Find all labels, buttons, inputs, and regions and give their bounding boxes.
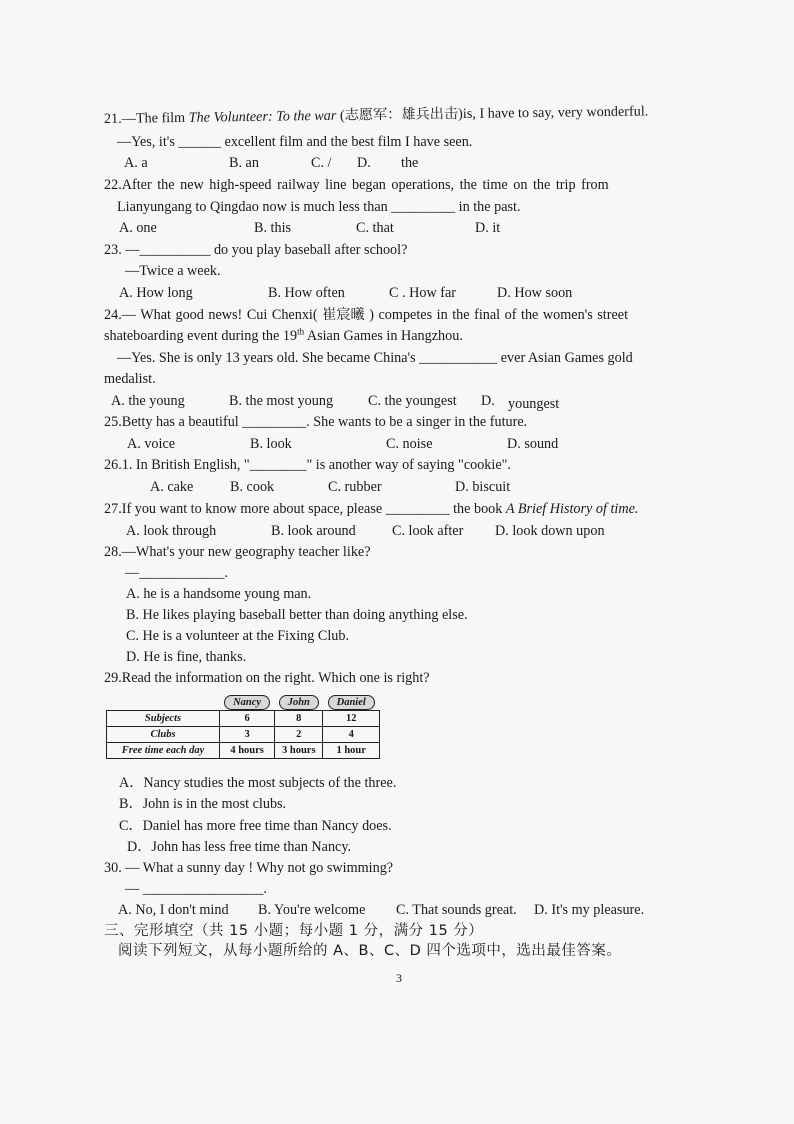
q21-option-a[interactable]: A. a	[124, 155, 148, 171]
page-number: 3	[396, 971, 402, 985]
q29-stem: 29.Read the information on the right. Which one is right?	[104, 670, 430, 686]
table-cell: 3 hours	[275, 743, 323, 759]
q22-stem: 22.After the new high-speed railway line began operations, the time on the trip from	[104, 177, 609, 193]
table-row-label: Subjects	[107, 711, 220, 727]
q25-stem: 25.Betty has a beautiful _________. She wants to be a singer in the future.	[104, 414, 528, 430]
q24-option-a[interactable]: A. the young	[111, 393, 185, 409]
q24-stem-2a: shateboarding event during the 19	[104, 328, 298, 344]
q21-stem-b: (志愿军：雄兵出击)is, I have to say, very wonderful.	[336, 103, 649, 124]
q24-reply-2: medalist.	[104, 371, 156, 387]
q24-stem-2b: Asian Games in Hangzhou.	[304, 328, 463, 344]
q28-option-d[interactable]: D. He is fine, thanks.	[126, 649, 247, 665]
table-cell: 6	[220, 711, 275, 727]
q30-stem: 30. — What a sunny day ! Why not go swimming?	[104, 860, 394, 876]
q30-option-c[interactable]: C. That sounds great.	[396, 902, 517, 918]
q23-option-a[interactable]: A. How long	[119, 285, 193, 301]
q27-option-c[interactable]: C. look after	[392, 523, 464, 539]
table-row-label: Free time each day	[107, 743, 220, 759]
q24-stem-2	[104, 327, 463, 345]
q21-stem-a: 21.—The film	[103, 109, 189, 127]
q23-option-c[interactable]: C . How far	[389, 285, 456, 301]
table-header-nancy: Nancy	[224, 695, 270, 710]
table-cell: 1 hour	[323, 743, 380, 759]
q25-option-d[interactable]: D. sound	[507, 436, 559, 452]
q24-option-b[interactable]: B. the most young	[229, 393, 334, 409]
table-header-daniel: Daniel	[328, 695, 375, 710]
q28-stem: 28.—What's your new geography teacher like?	[104, 544, 371, 560]
q29-option-b[interactable]: B．John is in the most clubs.	[119, 796, 287, 812]
q21-reply: —Yes, it's ______ excellent film and the best film I have seen.	[117, 134, 473, 150]
q25-option-b[interactable]: B. look	[250, 436, 292, 452]
q27-option-d[interactable]: D. look down upon	[495, 523, 605, 539]
q26-option-a[interactable]: A. cake	[150, 479, 194, 495]
q21-stem	[104, 102, 649, 128]
q25-option-c[interactable]: C. noise	[386, 436, 433, 452]
q24-reply: —Yes. She is only 13 years old. She became China's ___________ ever Asian Games gold	[117, 350, 633, 366]
q23-option-b[interactable]: B. How often	[268, 285, 345, 301]
table-cell: 3	[220, 727, 275, 743]
q26-option-d[interactable]: D. biscuit	[455, 479, 511, 495]
q28-reply: —____________.	[125, 565, 228, 581]
q28-option-a[interactable]: A. he is a handsome young man.	[126, 586, 312, 602]
table-cell: 12	[323, 711, 380, 727]
q27-option-a[interactable]: A. look through	[126, 523, 217, 539]
q24-stem: 24.— What good news! Cui Chenxi( 崔宸曦 ) competes in the final of the women's street	[104, 307, 629, 323]
q22-option-a[interactable]: A. one	[119, 220, 157, 236]
q24-option-c[interactable]: C. the youngest	[368, 393, 457, 409]
q22-option-c[interactable]: C. that	[356, 220, 394, 236]
q28-option-b[interactable]: B. He likes playing baseball better than doing anything else.	[126, 607, 468, 623]
q29-option-a[interactable]: A．Nancy studies the most subjects of the three.	[119, 775, 397, 791]
q22-option-d[interactable]: D. it	[475, 220, 501, 236]
q24-option-d-text: youngest	[508, 396, 560, 412]
q27-book-title: A Brief History of time.	[505, 501, 639, 517]
section-instruction: 阅读下列短文，从每小题所给的 A、B、C、D 四个选项中，选出最佳答案。	[118, 943, 622, 959]
table-cell: 4	[323, 727, 380, 743]
table-cell: 2	[275, 727, 323, 743]
table-cell: 4 hours	[220, 743, 275, 759]
q25-option-a[interactable]: A. voice	[127, 436, 176, 452]
section-heading: 三、完形填空（共 15 小题；每小题 1 分，满分 15 分）	[104, 923, 484, 939]
q21-option-b[interactable]: B. an	[229, 155, 259, 171]
q26-option-c[interactable]: C. rubber	[328, 479, 382, 495]
q27-option-b[interactable]: B. look around	[271, 523, 356, 539]
q23-reply: —Twice a week.	[125, 263, 221, 279]
q23-stem: 23. —__________ do you play baseball after school?	[104, 242, 408, 258]
q29-info-table	[106, 694, 380, 762]
q24-option-d[interactable]: D.	[481, 393, 495, 409]
table-row-label: Clubs	[107, 727, 220, 743]
table-header-john: John	[279, 695, 319, 710]
q30-option-b[interactable]: B. You're welcome	[258, 902, 366, 918]
q30-reply: — _________________.	[125, 881, 267, 897]
q22-option-b[interactable]: B. this	[254, 220, 292, 236]
q23-option-d[interactable]: D. How soon	[497, 285, 573, 301]
q28-option-c[interactable]: C. He is a volunteer at the Fixing Club.	[126, 628, 350, 644]
q29-option-c[interactable]: C．Daniel has more free time than Nancy does.	[119, 818, 392, 834]
q21-option-d-text: the	[401, 155, 419, 171]
q21-option-d[interactable]: D.	[357, 155, 371, 171]
q21-film-title: The Volunteer: To the war	[188, 107, 337, 126]
q26-stem: 26.1. In British English, "________" is another way of saying "cookie".	[104, 457, 511, 473]
q21-option-c[interactable]: C. /	[311, 155, 332, 171]
q30-option-a[interactable]: A. No, I don't mind	[118, 902, 229, 918]
q27-stem	[104, 500, 638, 518]
q24-sup: th	[297, 326, 305, 337]
table-cell: 8	[275, 711, 323, 727]
q27-stem-a: 27.If you want to know more about space, please _________ the book	[104, 501, 506, 517]
q26-option-b[interactable]: B. cook	[230, 479, 275, 495]
q29-option-d[interactable]: D．John has less free time than Nancy.	[127, 839, 352, 855]
q22-stem-2: Lianyungang to Qingdao now is much less than _________ in the past.	[117, 199, 521, 215]
q30-option-d[interactable]: D. It's my pleasure.	[534, 902, 645, 918]
